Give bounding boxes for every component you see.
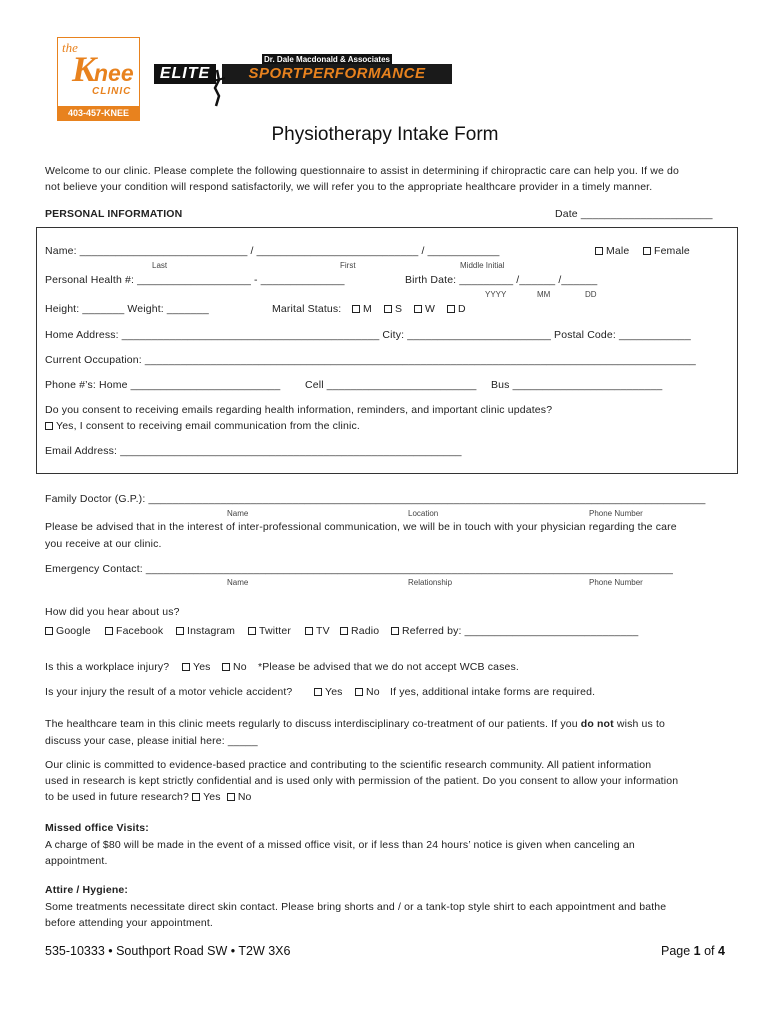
home-address-field[interactable]: Home Address: ___________________________________________ City: ________________________ Postal Code: ____________ (45, 329, 691, 341)
motor-note: If yes, additional intake forms are required. (390, 686, 596, 698)
research-line-1: Our clinic is committed to evidence-based practice and contributing to the scientific research community. All patient information (45, 759, 652, 771)
checkbox-icon[interactable] (248, 627, 256, 635)
intro-line-1: Welcome to our clinic. Please complete the following questionnaire to assist in determining if chiropractic care can help you. If we do (45, 165, 680, 177)
attire-line-2: before attending your appointment. (45, 917, 213, 929)
footer-page-number: Page 1 of 4 (661, 944, 725, 958)
checkbox-icon[interactable] (182, 663, 190, 671)
female-checkbox[interactable]: Female (643, 245, 690, 257)
checkbox-icon[interactable] (314, 688, 322, 696)
research-line-2: used in research is kept strictly confidential and is used only with permission of the patient. Do you consent to allow your information (45, 775, 679, 787)
intro-line-2: not believe your condition will respond satisfactorily, we will refer you to the appropriate healthcare provider in a timely manner. (45, 181, 653, 193)
email-consent-checkbox[interactable]: Yes, I consent to receiving email communication from the clinic. (45, 420, 360, 432)
knee-logo-the: the (62, 40, 78, 55)
motor-yes-checkbox[interactable]: Yes (314, 686, 343, 698)
personal-info-heading: PERSONAL INFORMATION (45, 208, 183, 220)
birth-yyyy-label: YYYY (485, 290, 507, 299)
knee-logo-k: K (72, 49, 97, 89)
motor-no-checkbox[interactable]: No (355, 686, 380, 698)
marital-d-checkbox[interactable]: D (447, 303, 466, 315)
checkbox-icon[interactable] (414, 305, 422, 313)
health-number-field[interactable]: Personal Health #: ___________________ - ______________ (45, 274, 345, 286)
name-field[interactable]: Name: ____________________________ / ___________________________ / ____________ (45, 245, 500, 257)
checkbox-icon[interactable] (176, 627, 184, 635)
workplace-question: Is this a workplace injury? (45, 661, 170, 673)
hear-google-checkbox[interactable]: Google (45, 625, 91, 637)
marital-status-label: Marital Status: (272, 303, 342, 315)
email-address-field[interactable]: Email Address: _________________________________________________________ (45, 445, 462, 457)
hear-tv-checkbox[interactable]: TV (305, 625, 330, 637)
checkbox-icon[interactable] (595, 247, 603, 255)
emergency-phone-label: Phone Number (589, 578, 643, 587)
missed-visits-heading: Missed office Visits: (45, 822, 149, 834)
elite-logo-top: Dr. Dale Macdonald & Associates (262, 54, 392, 65)
marital-m-checkbox[interactable]: M (352, 303, 372, 315)
height-weight-field[interactable]: Height: _______ Weight: _______ (45, 303, 209, 315)
name-last-label: Last (152, 261, 168, 270)
name-first-label: First (340, 261, 356, 270)
family-doctor-field[interactable]: Family Doctor (G.P.): _____________________________________________________________________________________________ (45, 493, 706, 505)
knee-logo-phone: 403-457-KNEE (58, 106, 139, 120)
hear-facebook-checkbox[interactable]: Facebook (105, 625, 163, 637)
attire-heading: Attire / Hygiene: (45, 884, 129, 896)
hear-question: How did you hear about us? (45, 606, 180, 618)
elite-logo-sport: SPORTPERFORMANCE (222, 64, 452, 84)
research-yes-checkbox[interactable]: Yes (192, 791, 221, 803)
doctor-location-label: Location (408, 509, 439, 518)
phone-bus-field[interactable]: Bus _________________________ (491, 379, 663, 391)
marital-w-checkbox[interactable]: W (414, 303, 435, 315)
elite-logo-figure-icon (205, 68, 229, 108)
name-middle-label: Middle Initial (460, 261, 505, 270)
hear-twitter-checkbox[interactable]: Twitter (248, 625, 291, 637)
personal-info-box (36, 227, 738, 474)
male-checkbox[interactable]: Male (595, 245, 629, 257)
checkbox-icon[interactable] (105, 627, 113, 635)
doctor-phone-label: Phone Number (589, 509, 643, 518)
team-line-1: The healthcare team in this clinic meets regularly to discuss interdisciplinary co-treatment of our patients. If you do not wish us to (45, 718, 666, 730)
research-line-3: to be used in future research? Yes No (45, 791, 252, 803)
checkbox-icon[interactable] (447, 305, 455, 313)
checkbox-icon[interactable] (222, 663, 230, 671)
emergency-contact-field[interactable]: Emergency Contact: ________________________________________________________________________________________ (45, 563, 673, 575)
hear-radio-checkbox[interactable]: Radio (340, 625, 379, 637)
missed-line-2: appointment. (45, 855, 108, 867)
occupation-field[interactable]: Current Occupation: ____________________________________________________________________________________________ (45, 354, 696, 366)
knee-clinic-logo (57, 37, 140, 121)
elite-logo-word: ELITE (154, 64, 216, 84)
checkbox-icon[interactable] (305, 627, 313, 635)
birth-mm-label: MM (537, 290, 551, 299)
hear-instagram-checkbox[interactable]: Instagram (176, 625, 235, 637)
team-do-not: do not (580, 718, 614, 730)
email-consent-question: Do you consent to receiving emails regarding health information, reminders, and important clinic updates? (45, 404, 553, 416)
checkbox-icon[interactable] (340, 627, 348, 635)
doctor-note-line-2: you receive at our clinic. (45, 538, 162, 550)
date-field[interactable]: Date ______________________ (555, 208, 713, 220)
checkbox-icon[interactable] (352, 305, 360, 313)
checkbox-icon[interactable] (355, 688, 363, 696)
footer-address: 535-10333 • Southport Road SW • T2W 3X6 (45, 944, 291, 958)
workplace-no-checkbox[interactable]: No (222, 661, 247, 673)
checkbox-icon[interactable] (391, 627, 399, 635)
workplace-note: *Please be advised that we do not accept WCB cases. (258, 661, 519, 673)
research-no-checkbox[interactable]: No (227, 791, 252, 803)
phone-home-field[interactable]: Phone #’s: Home _________________________ (45, 379, 281, 391)
page-title: Physiotherapy Intake Form (271, 124, 499, 145)
motor-question: Is your injury the result of a motor vehicle accident? (45, 686, 293, 698)
hear-referred-checkbox[interactable]: Referred by: _____________________________ (391, 625, 638, 637)
doctor-note-line-1: Please be advised that in the interest of inter-professional communication, we will be in touch with your physician regarding the care (45, 521, 677, 533)
phone-cell-field[interactable]: Cell _________________________ (305, 379, 477, 391)
checkbox-icon[interactable] (643, 247, 651, 255)
birth-dd-label: DD (585, 290, 597, 299)
checkbox-icon[interactable] (227, 793, 235, 801)
checkbox-icon[interactable] (384, 305, 392, 313)
missed-line-1: A charge of $80 will be made in the event of a missed office visit, or if less than 24 hours’ notice is given when canceling an (45, 839, 635, 851)
knee-logo-clinic: CLINIC (92, 86, 132, 97)
checkbox-icon[interactable] (45, 627, 53, 635)
knee-logo-nee: nee (94, 60, 134, 86)
emergency-relationship-label: Relationship (408, 578, 453, 587)
attire-line-1: Some treatments necessitate direct skin contact. Please bring shorts and / or a tank-top style shirt to each appointment and bathe (45, 901, 667, 913)
checkbox-icon[interactable] (192, 793, 200, 801)
emergency-name-label: Name (227, 578, 249, 587)
birth-date-field[interactable]: Birth Date: _________ /______ /______ (405, 274, 598, 286)
checkbox-icon[interactable] (45, 422, 53, 430)
team-initial-field[interactable]: discuss your case, please initial here: _____ (45, 735, 258, 747)
marital-s-checkbox[interactable]: S (384, 303, 402, 315)
doctor-name-label: Name (227, 509, 249, 518)
workplace-yes-checkbox[interactable]: Yes (182, 661, 211, 673)
